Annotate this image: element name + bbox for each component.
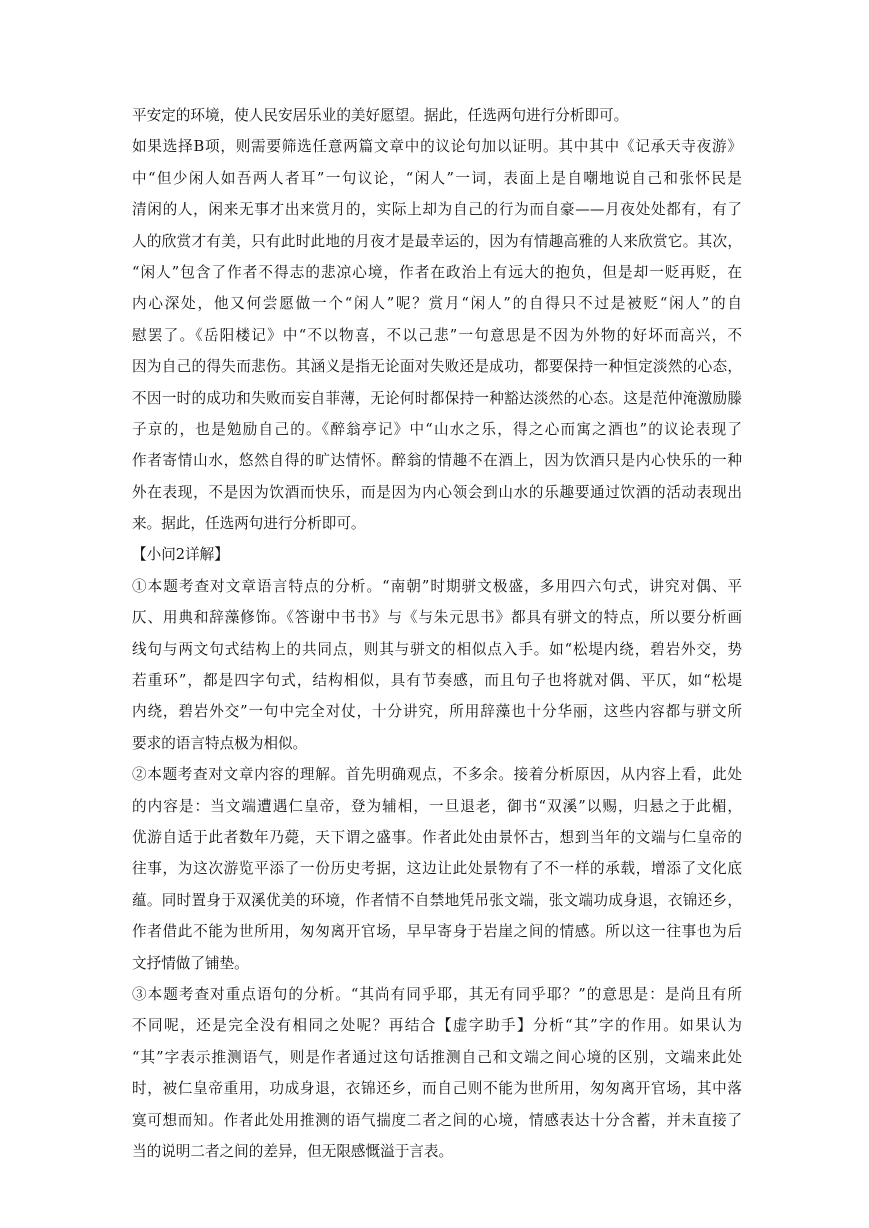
text-line: 当的说明二者之间的差异，但无限感慨溢于言表。 [132, 1142, 454, 1160]
text-line: 不因一时的成功和失败而妄自菲薄，无论何时都保持一种豁达淡然的心态。这是范仲淹激励滕 [132, 389, 742, 407]
text-line: 清闲的人，闲来无事才出来赏月的，实际上却为自己的行为而自豪——月夜处处都有，有了 [132, 201, 742, 219]
text-line: “闲人”包含了作者不得志的悲凉心境，作者在政治上有远大的抱负，但是却一贬再贬，在 [132, 263, 742, 281]
text-line: 内绕，碧岩外交”一句中完全对仗，十分讲究，所用辞藻也十分华丽，这些内容都与骈文所 [132, 703, 742, 721]
text-line: 作者寄情山水，悠然自得的旷达情怀。醉翁的情趣不在酒上，因为饮酒只是内心快乐的一种 [132, 452, 742, 470]
text-line: 子京的，也是勉励自己的。《醉翁亭记》中“山水之乐，得之心而寓之酒也”的议论表现了 [132, 420, 742, 438]
text-line: 人的欣赏才有美，只有此时此地的月夜才是最幸运的，因为有情趣高雅的人来欣赏它。其次， [132, 232, 742, 250]
text-line: 来。据此，任选两句进行分析即可。 [132, 515, 366, 533]
text-line: 慰罢了。《岳阳楼记》中“不以物喜，不以己悲”一句意思是不因为外物的好坏而高兴，不 [132, 326, 742, 344]
text-line: 外在表现，不是因为饮酒而快乐，而是因为内心领会到山水的乐趣要通过饮酒的活动表现出 [132, 483, 742, 501]
text-line: 仄、用典和辞藻修饰。《答谢中书书》与《与朱元思书》都具有骈文的特点，所以要分析画 [132, 609, 742, 627]
text-line: 时，被仁皇帝重用，功成身退，衣锦还乡，而自己则不能为世所用，匆匆离开官场，其中落 [132, 1080, 742, 1098]
section-heading: 【小问2详解】 [132, 546, 229, 564]
text-line: 的内容是：当文端遭遇仁皇帝，登为辅相，一旦退老，御书“双溪”以赐，归悬之于此楣， [132, 797, 742, 815]
text-line: ②本题考查对文章内容的理解。首先明确观点，不多余。接着分析原因，从内容上看，此处 [132, 766, 742, 784]
text-line: 作者借此不能为世所用，匆匆离开官场，早早寄身于岩崖之间的情感。所以这一往事也为后 [132, 923, 742, 941]
text-line: ③本题考查对重点语句的分析。“其尚有同乎耶，其无有同乎耶？”的意思是：是尚且有所 [132, 985, 742, 1003]
text-line: 蕴。同时置身于双溪优美的环境，作者情不自禁地凭吊张文端，张文端功成身退，衣锦还乡， [132, 891, 742, 909]
text-line: 要求的语言特点极为相似。 [132, 734, 308, 752]
text-line: 文抒情做了铺垫。 [132, 954, 249, 972]
text-line: 内心深处，他又何尝愿做一个“闲人”呢？赏月“闲人”的自得只不过是被贬“闲人”的自 [132, 295, 742, 313]
text-line: 线句与两文句式结构上的共同点，则其与骈文的相似点入手。如“松堤内绕，碧岩外交，势 [132, 640, 742, 658]
document-body [132, 100, 742, 1167]
text-line: 若重环”，都是四字句式，结构相似，具有节奏感，而且句子也将就对偶、平仄，如“松堤 [132, 672, 742, 690]
text-line: “其”字表示推测语气，则是作者通过这句话推测自己和文端之间心境的区别，文端来此处 [132, 1048, 742, 1066]
text-line: 平安定的环境，使人民安居乐业的美好愿望。据此，任选两句进行分析即可。 [132, 107, 629, 124]
text-line: 优游自适于此者数年乃薨，天下谓之盛事。作者此处由景怀古，想到当年的文端与仁皇帝的 [132, 828, 742, 846]
text-line: ①本题考查对文章语言特点的分析。“南朝”时期骈文极盛，多用四六句式，讲究对偶、平 [132, 577, 742, 595]
text-line: 因为自己的得失而悲伤。其涵义是指无论面对失败还是成功，都要保持一种恒定淡然的心态， [132, 358, 742, 376]
text-line: 不同呢，还是完全没有相同之处呢？再结合【虚字助手】分析“其”字的作用。如果认为 [132, 1017, 742, 1035]
text-line: 如果选择B项，则需要筛选任意两篇文章中的议论句加以证明。其中其中《记承天寺夜游》 [132, 138, 742, 156]
text-line: 往事，为这次游览平添了一份历史考据，这边让此处景物有了不一样的承载，增添了文化底 [132, 860, 742, 878]
text-line: 寞可想而知。作者此处用推测的语气揣度二者之间的心境，情感表达十分含蓄，并未直接了 [132, 1111, 742, 1129]
text-line: 中“但少闲人如吾两人者耳”一句议论，“闲人”一词，表面上是自嘲地说自己和张怀民是 [132, 169, 742, 187]
